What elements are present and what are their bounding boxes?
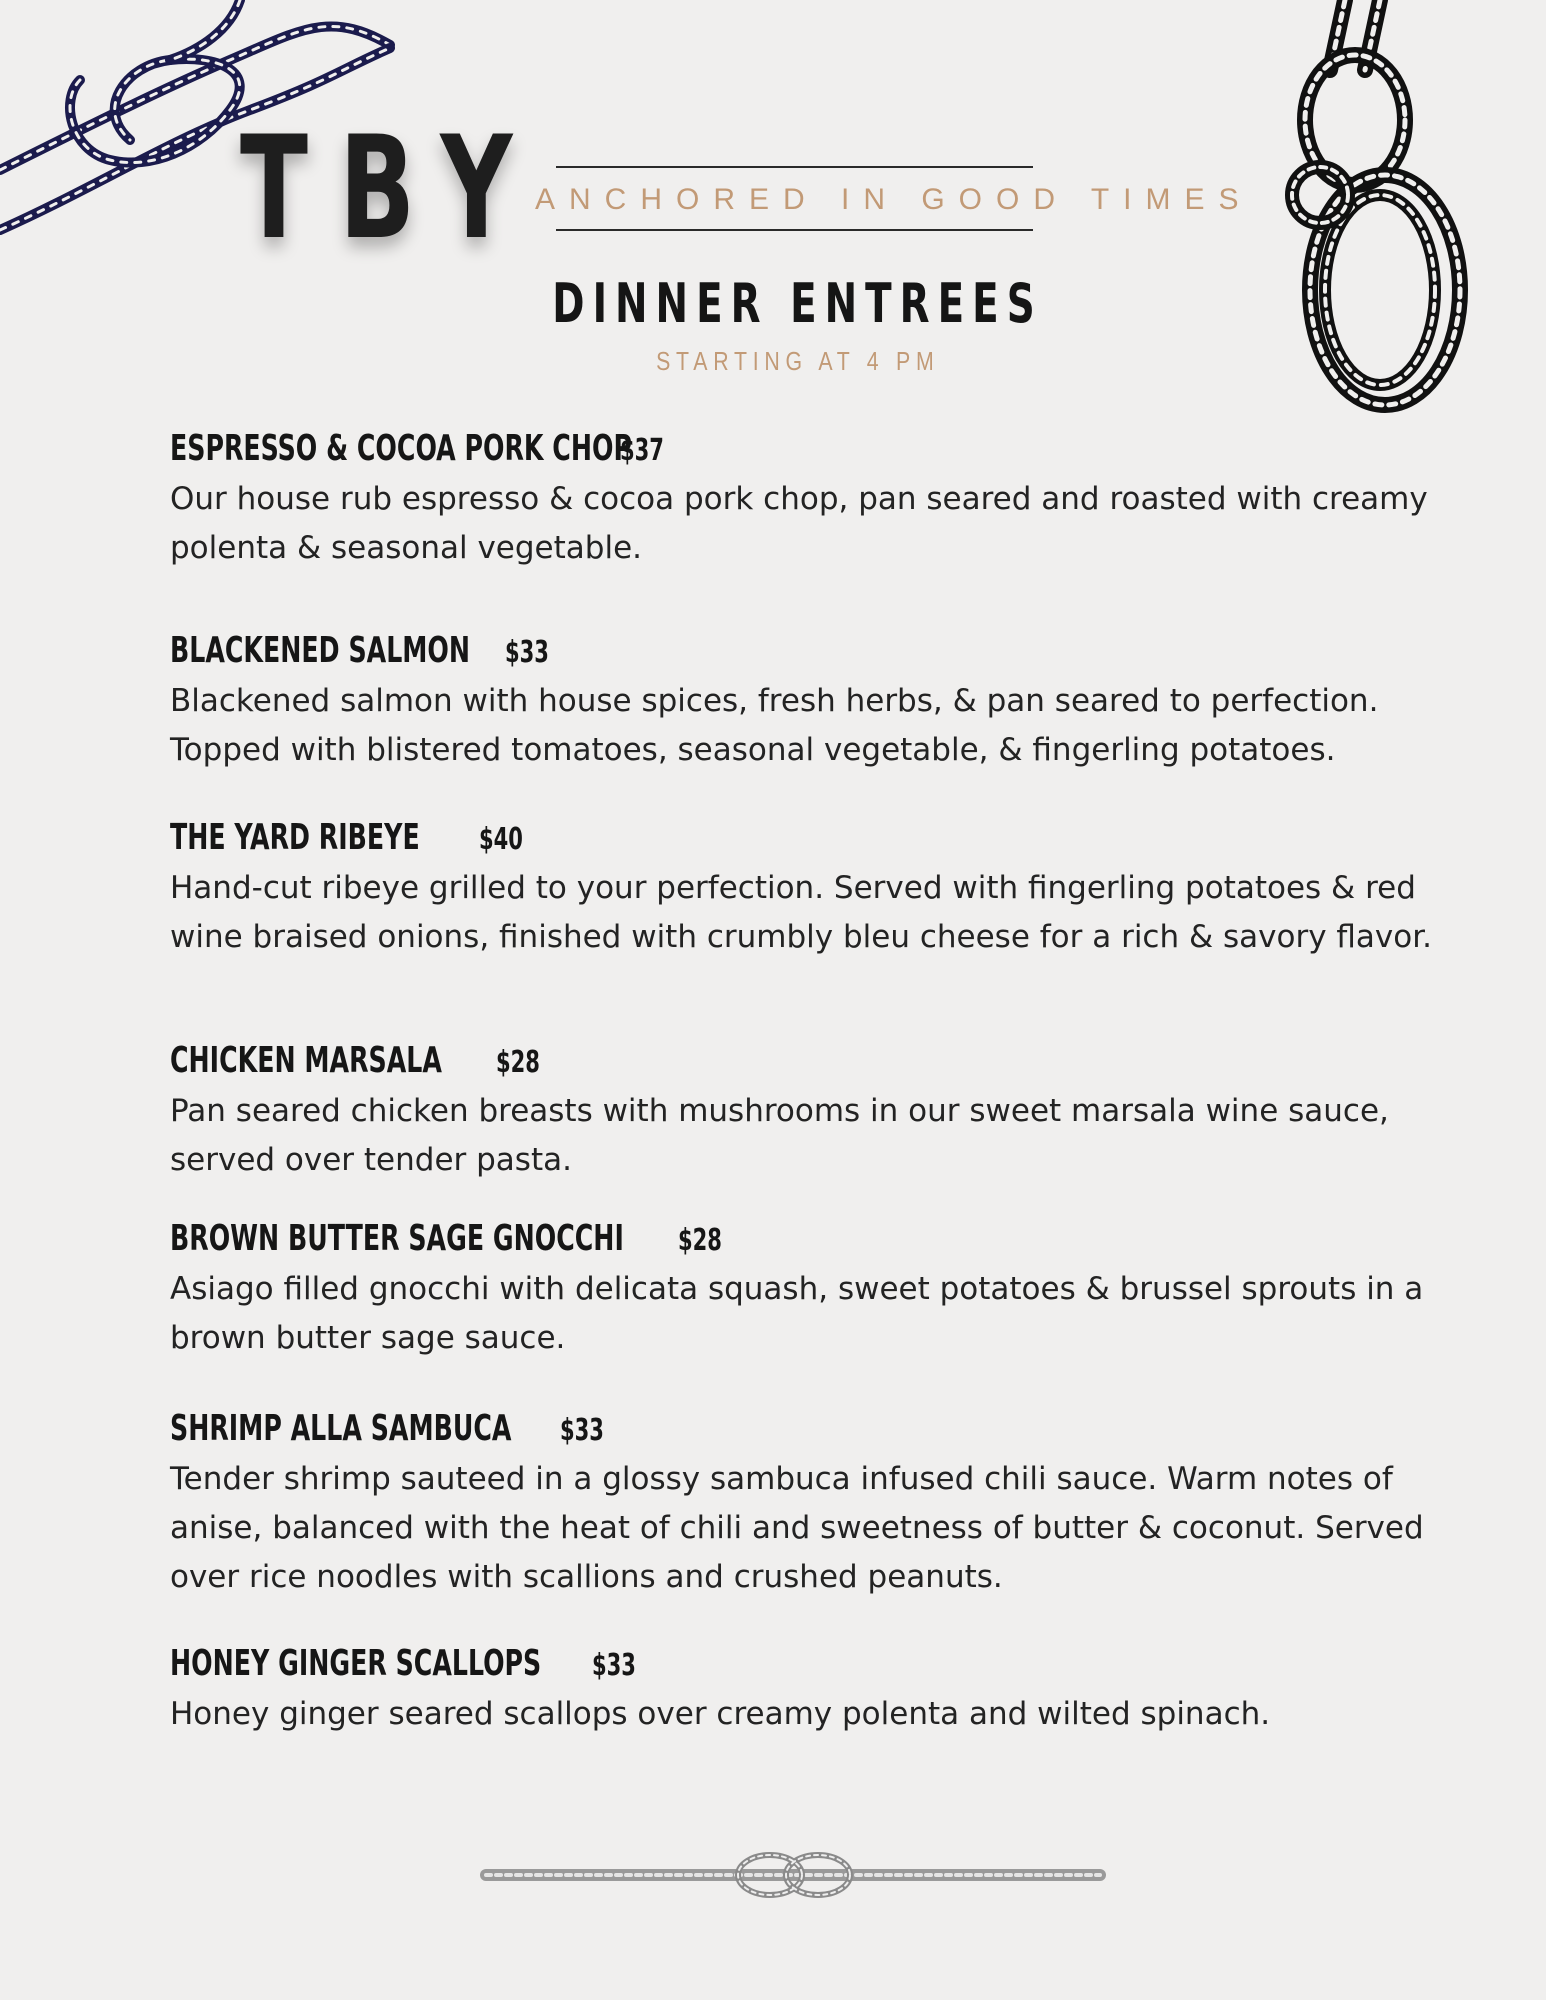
menu-item-gnocchi [170,1218,1470,1363]
section-subtitle [0,346,1546,377]
section-title [0,272,1546,335]
menu-item-honey-ginger-scallops [170,1643,1470,1739]
menu-item-shrimp-sambuca [170,1408,1470,1602]
menu-item-description: Hand-cut ribeye grilled to your perfection. Served with fingerling potatoes & red wine braised onions, finished with crumbly bleu cheese for a rich & savory flavor. [170,870,1432,955]
section-subtitle-text: STARTING AT 4 PM [656,346,940,376]
menu-item-name: BROWN BUTTER SAGE GNOCCHI [170,1218,624,1259]
menu-item-name: SHRIMP ALLA SAMBUCA [170,1408,512,1449]
menu-item-price: $37 [620,433,664,468]
menu-item-pork-chop [170,428,1470,573]
menu-item-description: Pan seared chicken breasts with mushrooms in our sweet marsala wine sauce, served over tender pasta. [170,1093,1389,1178]
section-title-text: DINNER ENTREES [552,272,1044,335]
menu-item-price: $28 [496,1045,540,1080]
menu-item-price: $33 [560,1413,604,1448]
brand-tagline: ANCHORED IN GOOD TIMES [535,183,1253,216]
menu-item-name: HONEY GINGER SCALLOPS [170,1643,542,1684]
tagline-rule-bottom [556,229,1033,231]
rope-divider-knot-icon [478,1845,1108,1905]
tagline-rule-top [556,166,1033,168]
menu-item-description: Honey ginger seared scallops over creamy polenta and wilted spinach. [170,1696,1271,1732]
brand-logo: TBY [240,106,544,271]
menu-item-name: THE YARD RIBEYE [170,817,420,858]
menu-item-name: CHICKEN MARSALA [170,1040,442,1081]
menu-item-chicken-marsala [170,1040,1470,1185]
menu-item-name: BLACKENED SALMON [170,630,471,671]
menu-item-yard-ribeye [170,817,1470,962]
menu-item-description: Tender shrimp sauteed in a glossy sambuca infused chili sauce. Warm notes of anise, balanced with the heat of chili and sweetness of butter & coconut. Served over rice noodles with scallions and crushed peanuts. [170,1461,1424,1595]
menu-item-description: Blackened salmon with house spices, fresh herbs, & pan seared to perfection. Topped with blistered tomatoes, seasonal vegetable, & fingerling potatoes. [170,683,1379,768]
menu-item-price: $33 [505,635,549,670]
menu-item-price: $40 [479,822,523,857]
menu-item-description: Our house rub espresso & cocoa pork chop, pan seared and roasted with creamy polenta & seasonal vegetable. [170,481,1428,566]
menu-item-price: $33 [592,1648,636,1683]
menu-item-blackened-salmon [170,630,1470,775]
menu-item-name: ESPRESSO & COCOA PORK CHOP [170,428,632,469]
menu-item-price: $28 [678,1223,722,1258]
menu-item-description: Asiago filled gnocchi with delicata squash, sweet potatoes & brussel sprouts in a brown butter sage sauce. [170,1271,1424,1356]
